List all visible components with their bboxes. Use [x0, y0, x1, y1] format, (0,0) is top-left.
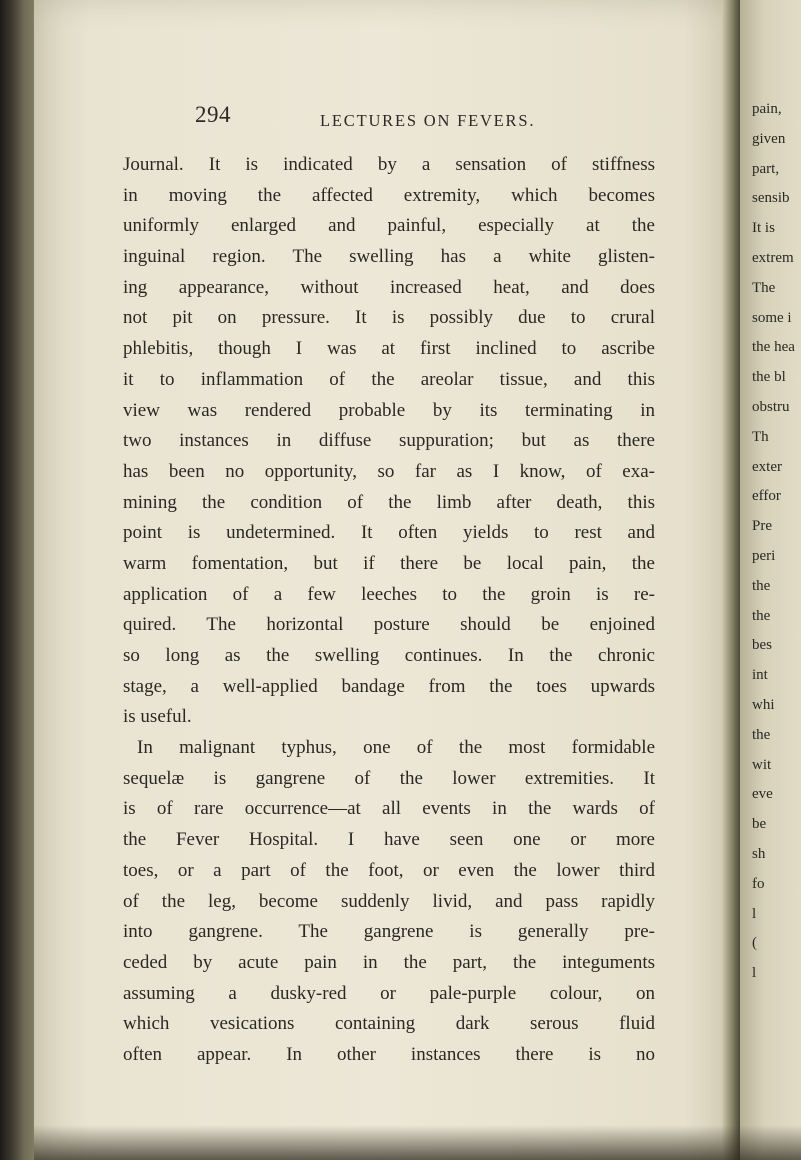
text-line: quired. The horizontal posture should be enjoined — [123, 614, 655, 636]
fragment-text: pain, — [752, 101, 782, 117]
text-line: phlebitis, though I was at first inclined to ascribe — [123, 338, 655, 360]
text-line: view was rendered probable by its terminating in — [123, 399, 655, 421]
fragment-text: l — [752, 905, 757, 922]
fragment-text: wit — [752, 756, 772, 773]
text-line: is useful. — [123, 706, 192, 728]
fragment-text: Th — [752, 428, 769, 445]
text-line: Journal. It is indicated by a sensation of stiffness — [123, 154, 655, 175]
text-line: point is undetermined. It often yields to rest and — [123, 522, 655, 544]
text-line: toes, or a part of the foot, or even the lower third — [123, 859, 655, 881]
text-line: ceded by acute pain in the part, the integuments — [123, 951, 655, 973]
fragment-text: given — [752, 130, 786, 147]
text-line: sequelæ is gangrene of the lower extremities. It — [123, 767, 655, 789]
fragment-text: The — [752, 279, 776, 296]
fragment-text: exter — [752, 458, 782, 475]
text-line: often appear. In other instances there is no — [123, 1043, 655, 1065]
text-line: the Fever Hospital. I have seen one or more — [123, 829, 655, 851]
fragment-text: extrem — [752, 249, 794, 266]
fragment-text: It is — [752, 220, 775, 237]
fragment-text: the — [752, 607, 771, 624]
fragment-text: the bl — [752, 369, 786, 386]
facing-page-fragments — [752, 95, 800, 989]
text-line: mining the condition of the limb after death, this — [123, 491, 655, 513]
fragment-text: int — [752, 667, 768, 684]
fragment-text: ( — [752, 935, 757, 952]
body-text — [123, 150, 655, 1071]
text-line: which vesications containing dark serous fluid — [123, 1013, 655, 1035]
fragment-text: bes — [752, 637, 772, 654]
text-line: it to inflammation of the areolar tissue, and this — [123, 368, 655, 390]
text-line: has been no opportunity, so far as I know, of exa- — [123, 460, 655, 482]
fragment-text: peri — [752, 547, 776, 564]
fragment-text: the hea — [752, 339, 795, 356]
text-line: assuming a dusky-red or pale-purple colour, on — [123, 982, 655, 1004]
text-line: uniformly enlarged and painful, especially at the — [123, 215, 655, 237]
fragment-text: some i — [752, 309, 792, 326]
fragment-text: sensib — [752, 190, 790, 207]
page-gutter — [722, 0, 742, 1160]
text-line: not pit on pressure. It is possibly due to crural — [123, 307, 655, 329]
fragment-text: l — [752, 965, 757, 982]
fragment-text: obstru — [752, 398, 790, 415]
fragment-text: whi — [752, 696, 775, 713]
text-line: into gangrene. The gangrene is generally pre- — [123, 921, 655, 943]
fragment-text: be — [752, 816, 767, 833]
fragment-text: eve — [752, 786, 773, 803]
text-line: of the leg, become suddenly livid, and pass rapidly — [123, 890, 655, 912]
text-line: so long as the swelling continues. In the chronic — [123, 645, 655, 666]
text-line: two instances in diffuse suppuration; but as there — [123, 430, 655, 452]
page-number: 294 — [195, 102, 231, 127]
fragment-text: effor — [752, 488, 781, 505]
page-header — [195, 102, 555, 138]
fragment-text: sh — [752, 845, 766, 862]
fragment-text: Pre — [752, 518, 772, 535]
bottom-shadow — [34, 1125, 801, 1160]
fragment-text: fo — [752, 875, 765, 892]
text-line: inguinal region. The swelling has a white glisten- — [123, 246, 655, 268]
fragment-text: the — [752, 577, 771, 594]
text-line: stage, a well-applied bandage from the toes upwards — [123, 675, 655, 697]
text-line: ing appearance, without increased heat, and does — [123, 276, 655, 298]
text-line: application of a few leeches to the groin is re- — [123, 583, 655, 605]
text-line: in moving the affected extremity, which becomes — [123, 184, 655, 206]
fragment-text: the — [752, 726, 771, 743]
text-line: In malignant typhus, one of the most formidable — [137, 737, 655, 759]
text-line: is of rare occurrence—at all events in the wards of — [123, 798, 655, 820]
fragment-text: part, — [752, 160, 780, 177]
text-line: warm fomentation, but if there be local pain, the — [123, 552, 655, 574]
running-head: LECTURES ON FEVERS. — [320, 111, 536, 130]
